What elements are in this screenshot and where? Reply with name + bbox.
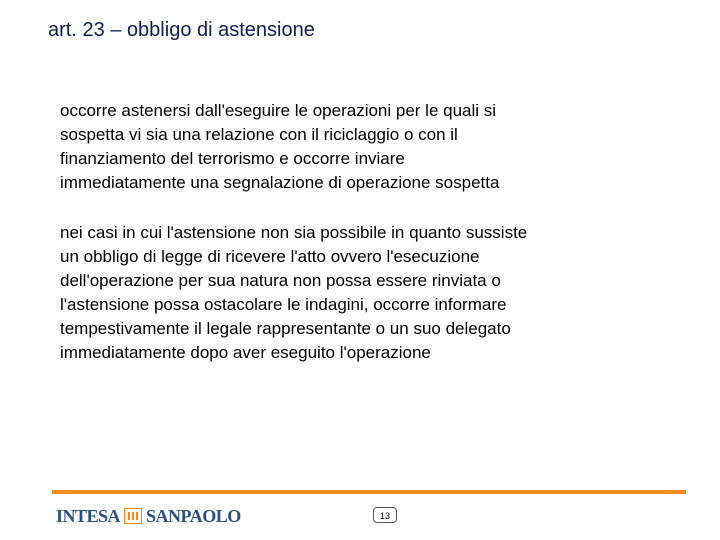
logo-mark-icon [124,508,142,524]
logo-text-left: INTESA [56,505,121,526]
paragraph-2: nei casi in cui l'astensione non sia possibile in quanto sussiste un obbligo di legge di ricevere l'atto ovvero l'esecuzione dell'operazione per sua natura non possa essere rinviata o l'astensione possa ostacolare le indagini, occorre informare tempestivamente il legale rappresentante o un suo delegato immediatamente dopo aver eseguito l'operazione [60,223,528,362]
page-number: 13 [373,507,397,523]
intesa-sanpaolo-logo [56,505,241,527]
footer-divider [52,490,686,494]
slide-title: art. 23 – obbligo di astensione [48,19,315,41]
paragraph-1: occorre astenersi dall'eseguire le operazioni per le quali si sospetta vi sia una relazione con il riciclaggio o con il finanziamento del terrorismo e occorre inviare immediatamente una segnalazione di operazione sospetta [60,101,500,192]
logo-text-right: SANPAOLO [146,505,241,526]
